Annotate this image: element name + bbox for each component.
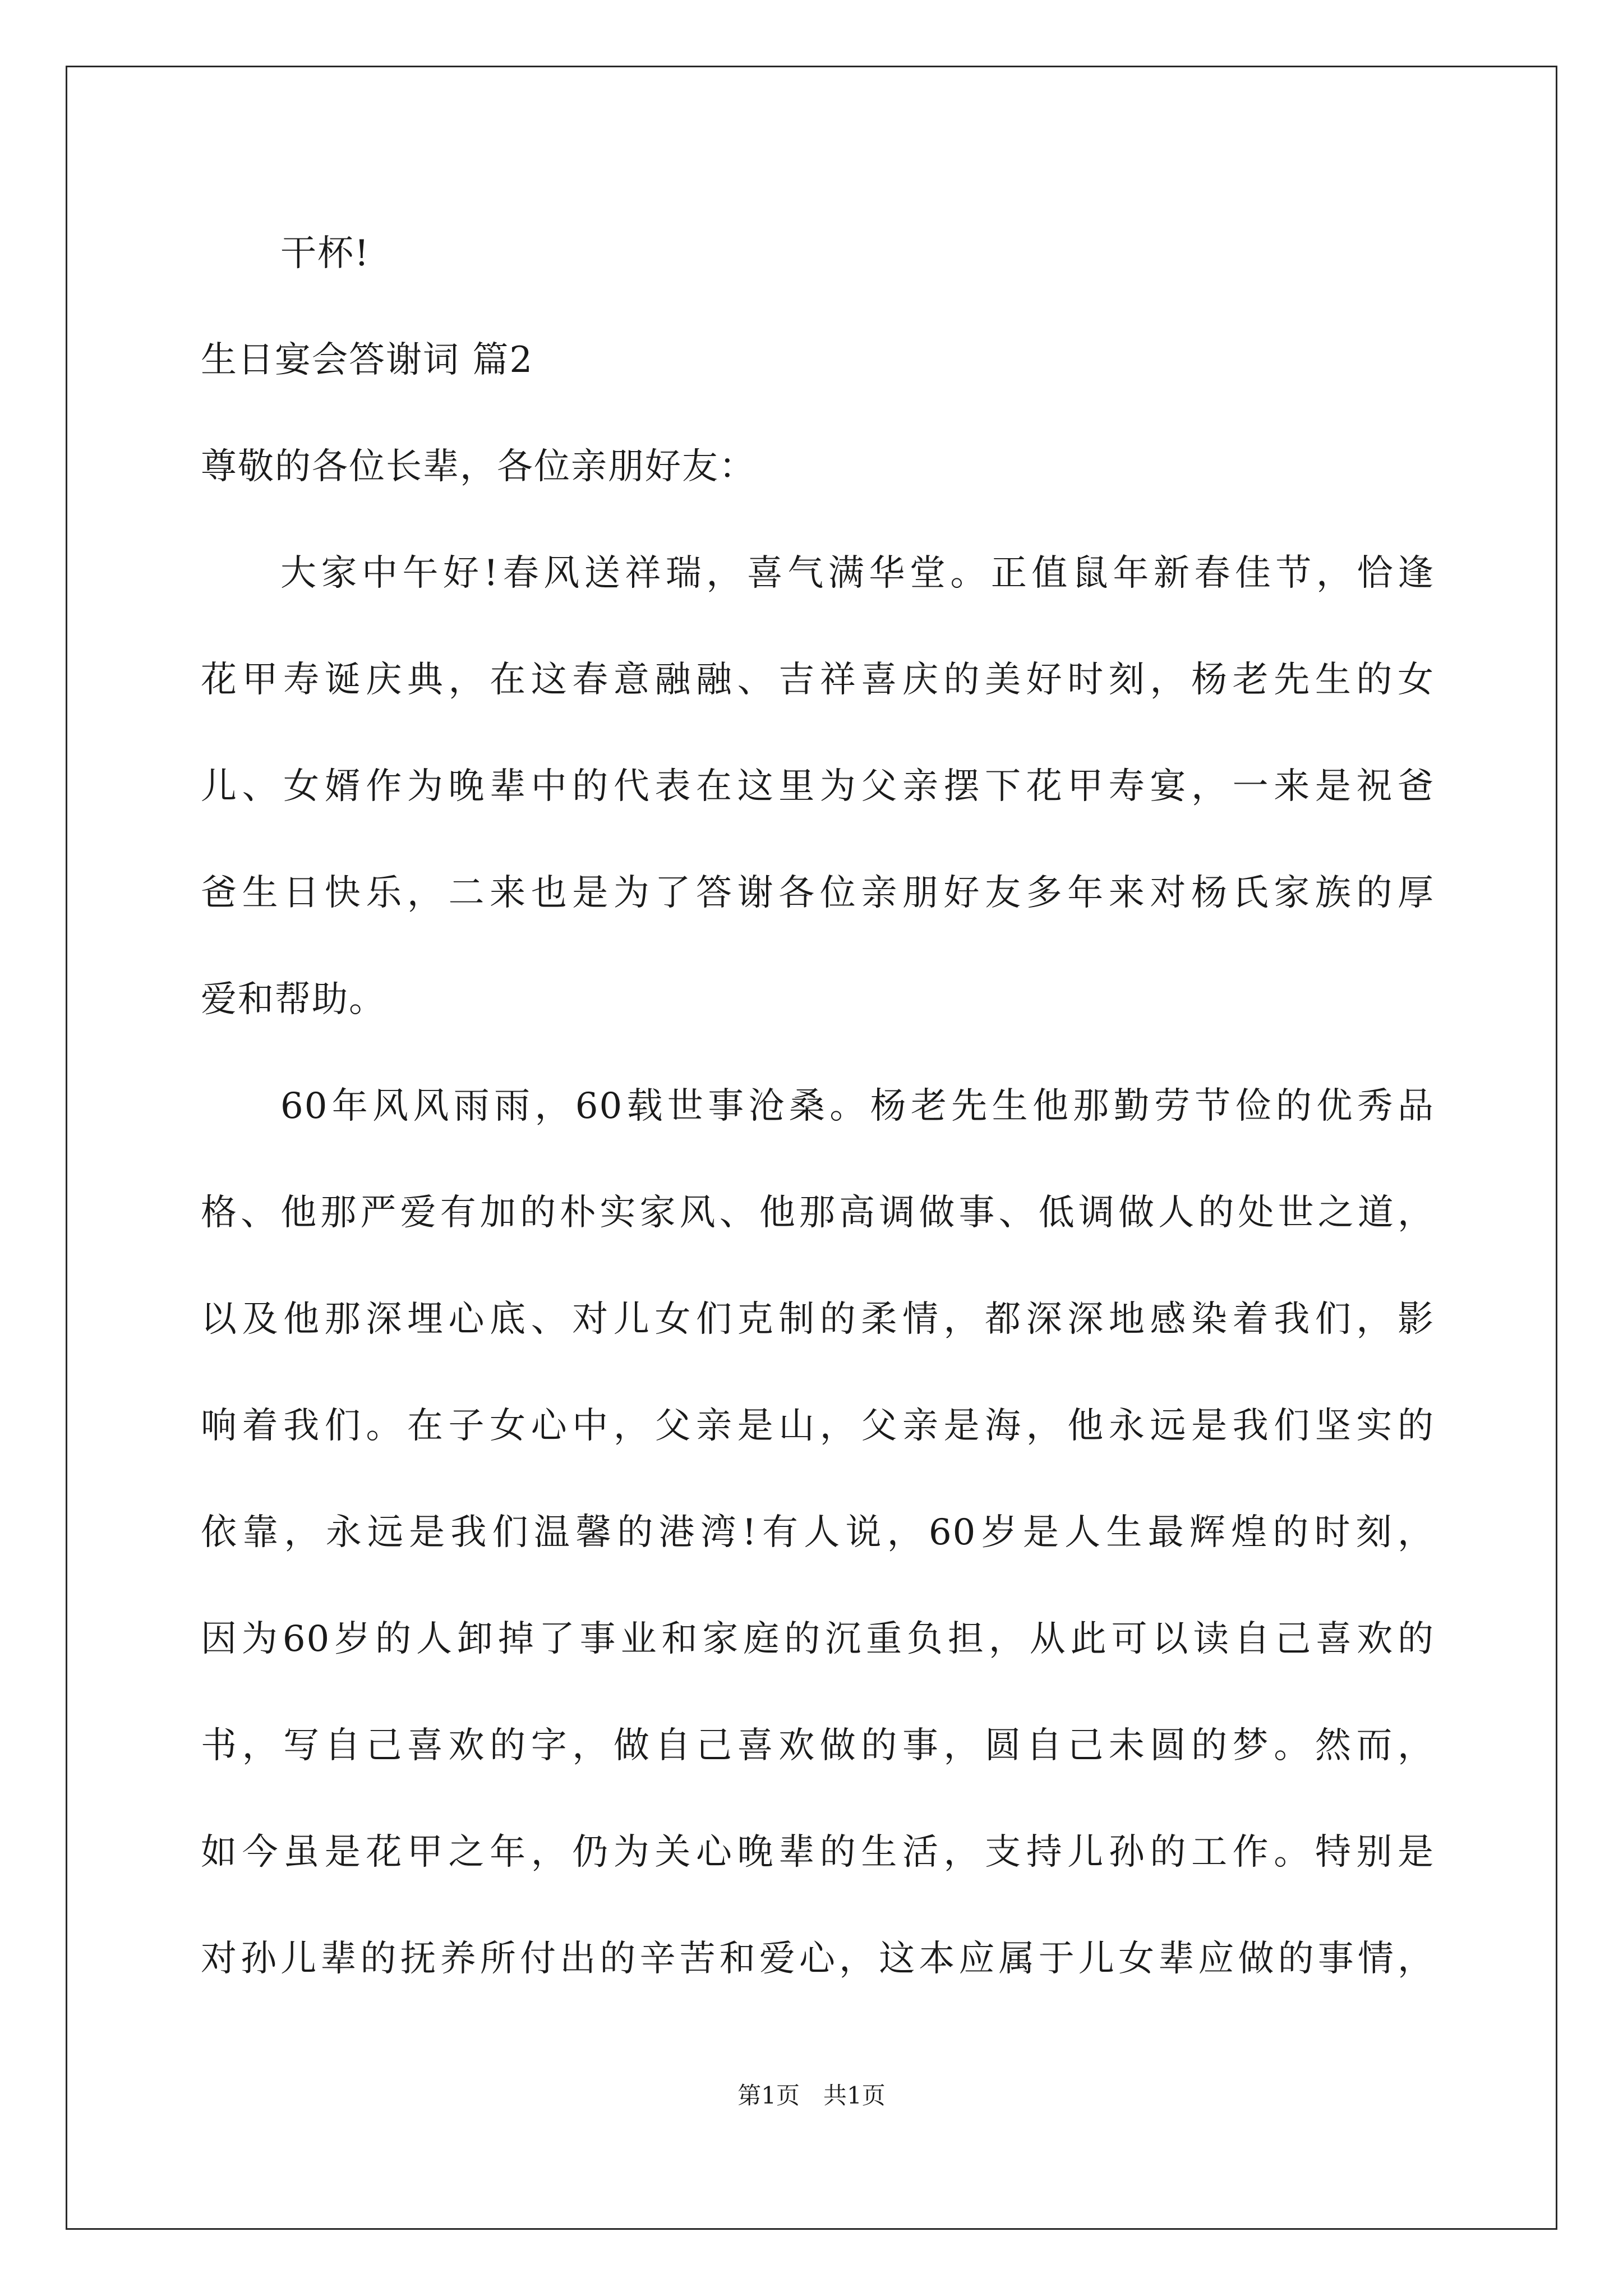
text-line: 60年风风雨雨，60载世事沧桑。杨老先生他那勤劳节俭的优秀品 [280, 1085, 1435, 1127]
section-heading: 生日宴会答谢词 篇2 [201, 339, 534, 381]
salutation: 尊敬的各位长辈，各位亲朋好友： [201, 446, 756, 487]
text-line: 儿、女婿作为晚辈中的代表在这里为父亲摆下花甲寿宴，一来是祝爸 [201, 766, 1435, 807]
text-line: 对孙儿辈的抚养所付出的辛苦和爱心，这本应属于儿女辈应做的事情， [201, 1938, 1435, 1980]
text-line: 如今虽是花甲之年，仍为关心晚辈的生活，支持儿孙的工作。特别是 [201, 1832, 1435, 1873]
text-line: 以及他那深埋心底、对儿女们克制的柔情，都深深地感染着我们，影 [201, 1299, 1435, 1340]
page-number: 第1页 共1页 [737, 2082, 886, 2109]
text-line: 爱和帮助。 [201, 979, 386, 1020]
text-line: 干杯! [280, 233, 370, 274]
page-border [66, 66, 1557, 2230]
text-line: 格、他那严爱有加的朴实家风、他那高调做事、低调做人的处世之道， [201, 1192, 1435, 1234]
text-line: 因为60岁的人卸掉了事业和家庭的沉重负担，从此可以读自己喜欢的 [201, 1618, 1435, 1660]
text-line: 花甲寿诞庆典，在这春意融融、吉祥喜庆的美好时刻，杨老先生的女 [201, 659, 1435, 701]
text-line: 响着我们。在子女心中，父亲是山，父亲是海，他永远是我们坚实的 [201, 1405, 1435, 1447]
text-line: 爸生日快乐，二来也是为了答谢各位亲朋好友多年来对杨氏家族的厚 [201, 872, 1435, 914]
text-line: 书，写自己喜欢的字，做自己喜欢做的事，圆自己未圆的梦。然而， [201, 1725, 1435, 1766]
text-line: 依靠，永远是我们温馨的港湾!有人说，60岁是人生最辉煌的时刻， [201, 1512, 1435, 1553]
text-line: 大家中午好!春风送祥瑞，喜气满华堂。正值鼠年新春佳节，恰逢 [280, 553, 1435, 594]
